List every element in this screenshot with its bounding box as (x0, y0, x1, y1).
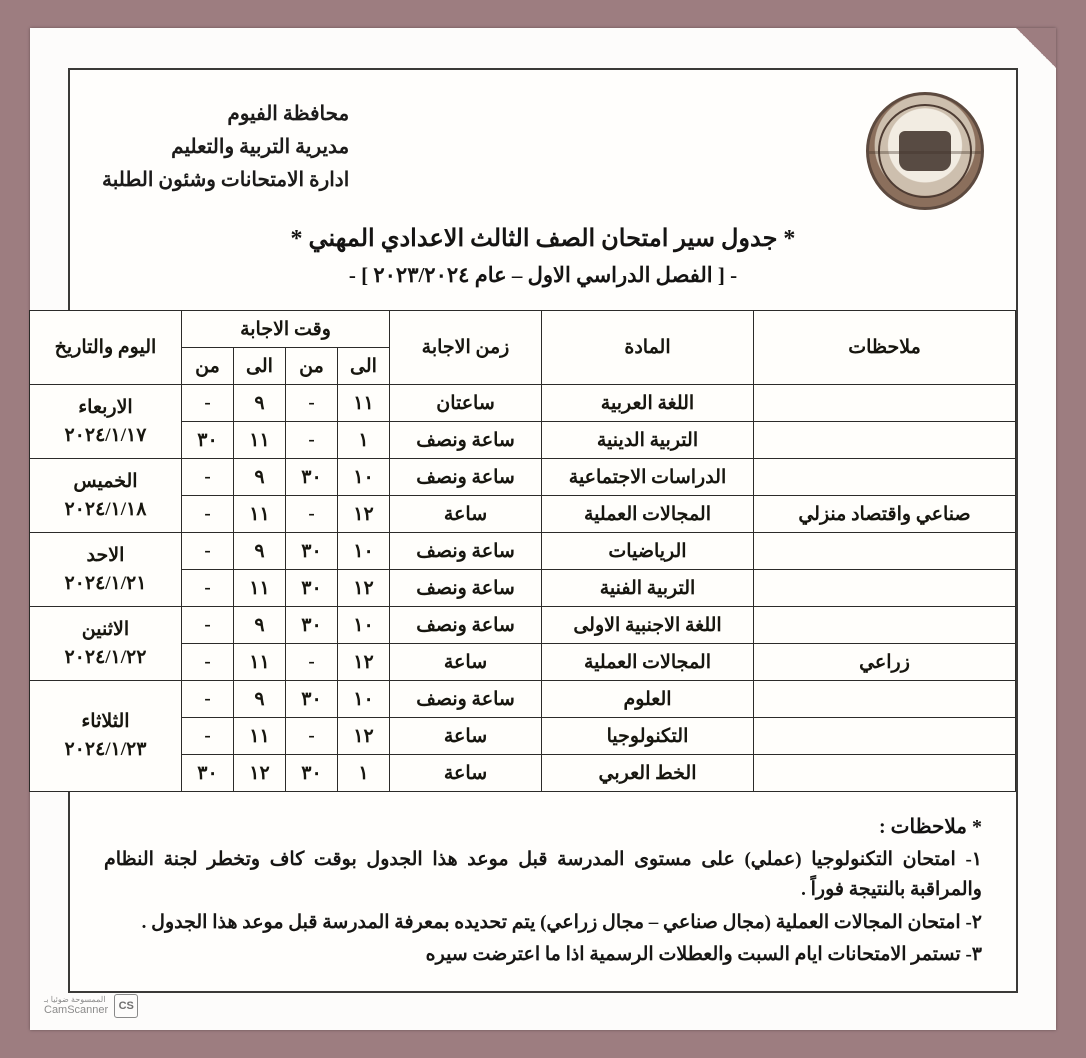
cell-subject: التكنولوجيا (542, 718, 754, 755)
cell-duration: ساعة (390, 496, 542, 533)
col-subheader-from-hour: من (181, 348, 233, 385)
cell-from-min: - (181, 496, 233, 533)
cell-notes (754, 459, 1016, 496)
cell-day-date: الخميس ٢٠٢٤/١/١٨ (29, 459, 181, 533)
cell-duration: ساعة ونصف (390, 681, 542, 718)
header-line-governorate: محافظة الفيوم (227, 103, 350, 125)
cell-from-min: - (181, 681, 233, 718)
cell-duration: ساعة ونصف (390, 570, 542, 607)
cell-from-hour: ١١ (234, 570, 286, 607)
cell-from-hour: ١١ (234, 496, 286, 533)
page-title: * جدول سير امتحان الصف الثالث الاعدادي المهني * (290, 226, 796, 252)
cell-to-hour: ١٠ (338, 607, 390, 644)
cell-to-hour: ١ (338, 755, 390, 792)
cell-from-min: - (181, 533, 233, 570)
cell-notes (754, 718, 1016, 755)
table-head (29, 311, 1015, 385)
cell-to-hour: ١٢ (338, 496, 390, 533)
cell-to-hour: ١٠ (338, 459, 390, 496)
cell-from-min: - (181, 570, 233, 607)
table-header-row-1 (29, 311, 1015, 348)
cell-duration: ساعة ونصف (390, 607, 542, 644)
cell-subject: التربية الدينية (542, 422, 754, 459)
cell-subject: التربية الفنية (542, 570, 754, 607)
cell-from-min: - (181, 607, 233, 644)
cell-to-hour: ١٢ (338, 570, 390, 607)
cell-from-hour: ١١ (234, 644, 286, 681)
table-body (29, 385, 1015, 792)
cell-to-min: - (286, 496, 338, 533)
cell-from-hour: ١١ (234, 718, 286, 755)
cell-to-hour: ١٠ (338, 681, 390, 718)
cell-day-date: الاحد ٢٠٢٤/١/٢١ (29, 533, 181, 607)
header-line-directorate: مديرية التربية والتعليم (171, 136, 350, 158)
cell-subject: الرياضيات (542, 533, 754, 570)
camscanner-logo-icon: CS (114, 994, 138, 1018)
cell-to-min: ٣٠ (286, 681, 338, 718)
cell-to-min: ٣٠ (286, 755, 338, 792)
camscanner-brand: CamScanner (44, 1004, 109, 1017)
table-row (29, 459, 1015, 496)
cell-subject: المجالات العملية (542, 644, 754, 681)
camscanner-label (44, 995, 108, 1018)
table-row (29, 607, 1015, 644)
cell-subject: الخط العربي (542, 755, 754, 792)
cell-to-min: - (286, 718, 338, 755)
cell-to-hour: ١ (338, 422, 390, 459)
table-row (29, 385, 1015, 422)
cell-from-hour: ٩ (234, 385, 286, 422)
cell-notes (754, 607, 1016, 644)
cell-from-min: - (181, 718, 233, 755)
camscanner-watermark (44, 994, 138, 1018)
cell-duration: ساعة ونصف (390, 459, 542, 496)
page-fold-corner (1016, 28, 1056, 68)
cell-notes (754, 755, 1016, 792)
issuing-authority (102, 92, 349, 197)
cell-subject: المجالات العملية (542, 496, 754, 533)
cell-from-hour: ١١ (234, 422, 286, 459)
cell-to-hour: ١١ (338, 385, 390, 422)
note-item-3: ٣- تستمر الامتحانات ايام السبت والعطلات الرسمية اذا ما اعترضت سيره (425, 944, 982, 966)
cell-to-min: ٣٠ (286, 607, 338, 644)
cell-notes: زراعي (754, 644, 1016, 681)
ministry-emblem-icon (866, 92, 984, 210)
cell-notes: صناعي واقتصاد منزلي (754, 496, 1016, 533)
cell-notes (754, 681, 1016, 718)
cell-to-hour: ١٢ (338, 644, 390, 681)
cell-notes (754, 570, 1016, 607)
cell-duration: ساعة ونصف (390, 533, 542, 570)
cell-from-min: - (181, 459, 233, 496)
cell-from-hour: ٩ (234, 607, 286, 644)
cell-from-hour: ٩ (234, 459, 286, 496)
cell-subject: الدراسات الاجتماعية (542, 459, 754, 496)
note-item-1: ١- امتحان التكنولوجيا (عملي) على مستوى المدرسة قبل موعد هذا الجدول بوقت كاف وتخطر لجنة النظام والمراقبة بالنتيجة فوراً . (104, 849, 982, 901)
cell-notes (754, 385, 1016, 422)
cell-to-hour: ١٠ (338, 533, 390, 570)
cell-duration: ساعة (390, 718, 542, 755)
cell-duration: ساعة (390, 644, 542, 681)
header-line-department: ادارة الامتحانات وشئون الطلبة (102, 169, 350, 191)
col-header-answer-time: وقت الاجابة (181, 311, 389, 348)
cell-from-hour: ٩ (234, 681, 286, 718)
cell-from-min: - (181, 385, 233, 422)
col-header-answer-duration: زمن الاجابة (390, 311, 542, 385)
cell-from-min: ٣٠ (181, 755, 233, 792)
cell-from-hour: ٩ (234, 533, 286, 570)
cell-duration: ساعة ونصف (390, 422, 542, 459)
cell-to-min: - (286, 644, 338, 681)
cell-to-min: - (286, 385, 338, 422)
cell-from-min: - (181, 644, 233, 681)
cell-notes (754, 422, 1016, 459)
col-subheader-from-min: الى (234, 348, 286, 385)
table-row (29, 533, 1015, 570)
cell-duration: ساعتان (390, 385, 542, 422)
emblem-center (899, 131, 951, 171)
col-subheader-to-min: الى (338, 348, 390, 385)
cell-subject: العلوم (542, 681, 754, 718)
col-header-notes: ملاحظات (754, 311, 1016, 385)
cell-from-min: ٣٠ (181, 422, 233, 459)
footnotes (104, 814, 982, 971)
page-subtitle: - [ الفصل الدراسي الاول – عام ٢٠٢٣/٢٠٢٤ ] - (348, 263, 738, 287)
exam-schedule-sheet (54, 68, 1018, 993)
note-item-2: ٢- امتحان المجالات العملية (مجال صناعي – مجال زراعي) يتم تحديده بمعرفة المدرسة قبل موعد هذا الجدول . (141, 911, 982, 933)
camscanner-arabic: الممسوحة ضوئيا بـ (44, 994, 106, 1004)
col-subheader-to-hour: من (286, 348, 338, 385)
cell-notes (754, 533, 1016, 570)
cell-subject: اللغة الاجنبية الاولى (542, 607, 754, 644)
cell-day-date: الثلاثاء ٢٠٢٤/١/٢٣ (29, 681, 181, 792)
cell-duration: ساعة (390, 755, 542, 792)
col-header-subject: المادة (542, 311, 754, 385)
title-block (70, 224, 1016, 288)
table-row (29, 681, 1015, 718)
cell-to-min: - (286, 422, 338, 459)
cell-to-min: ٣٠ (286, 570, 338, 607)
cell-to-hour: ١٢ (338, 718, 390, 755)
cell-day-date: الاربعاء ٢٠٢٤/١/١٧ (29, 385, 181, 459)
document-header (70, 70, 1016, 210)
scanned-page (30, 28, 1056, 1030)
exam-schedule-table (29, 310, 1016, 792)
cell-subject: اللغة العربية (542, 385, 754, 422)
cell-to-min: ٣٠ (286, 533, 338, 570)
cell-day-date: الاثنين ٢٠٢٤/١/٢٢ (29, 607, 181, 681)
cell-from-hour: ١٢ (234, 755, 286, 792)
cell-to-min: ٣٠ (286, 459, 338, 496)
col-header-day-date: اليوم والتاريخ (29, 311, 181, 385)
notes-title: * ملاحظات : (879, 816, 982, 838)
